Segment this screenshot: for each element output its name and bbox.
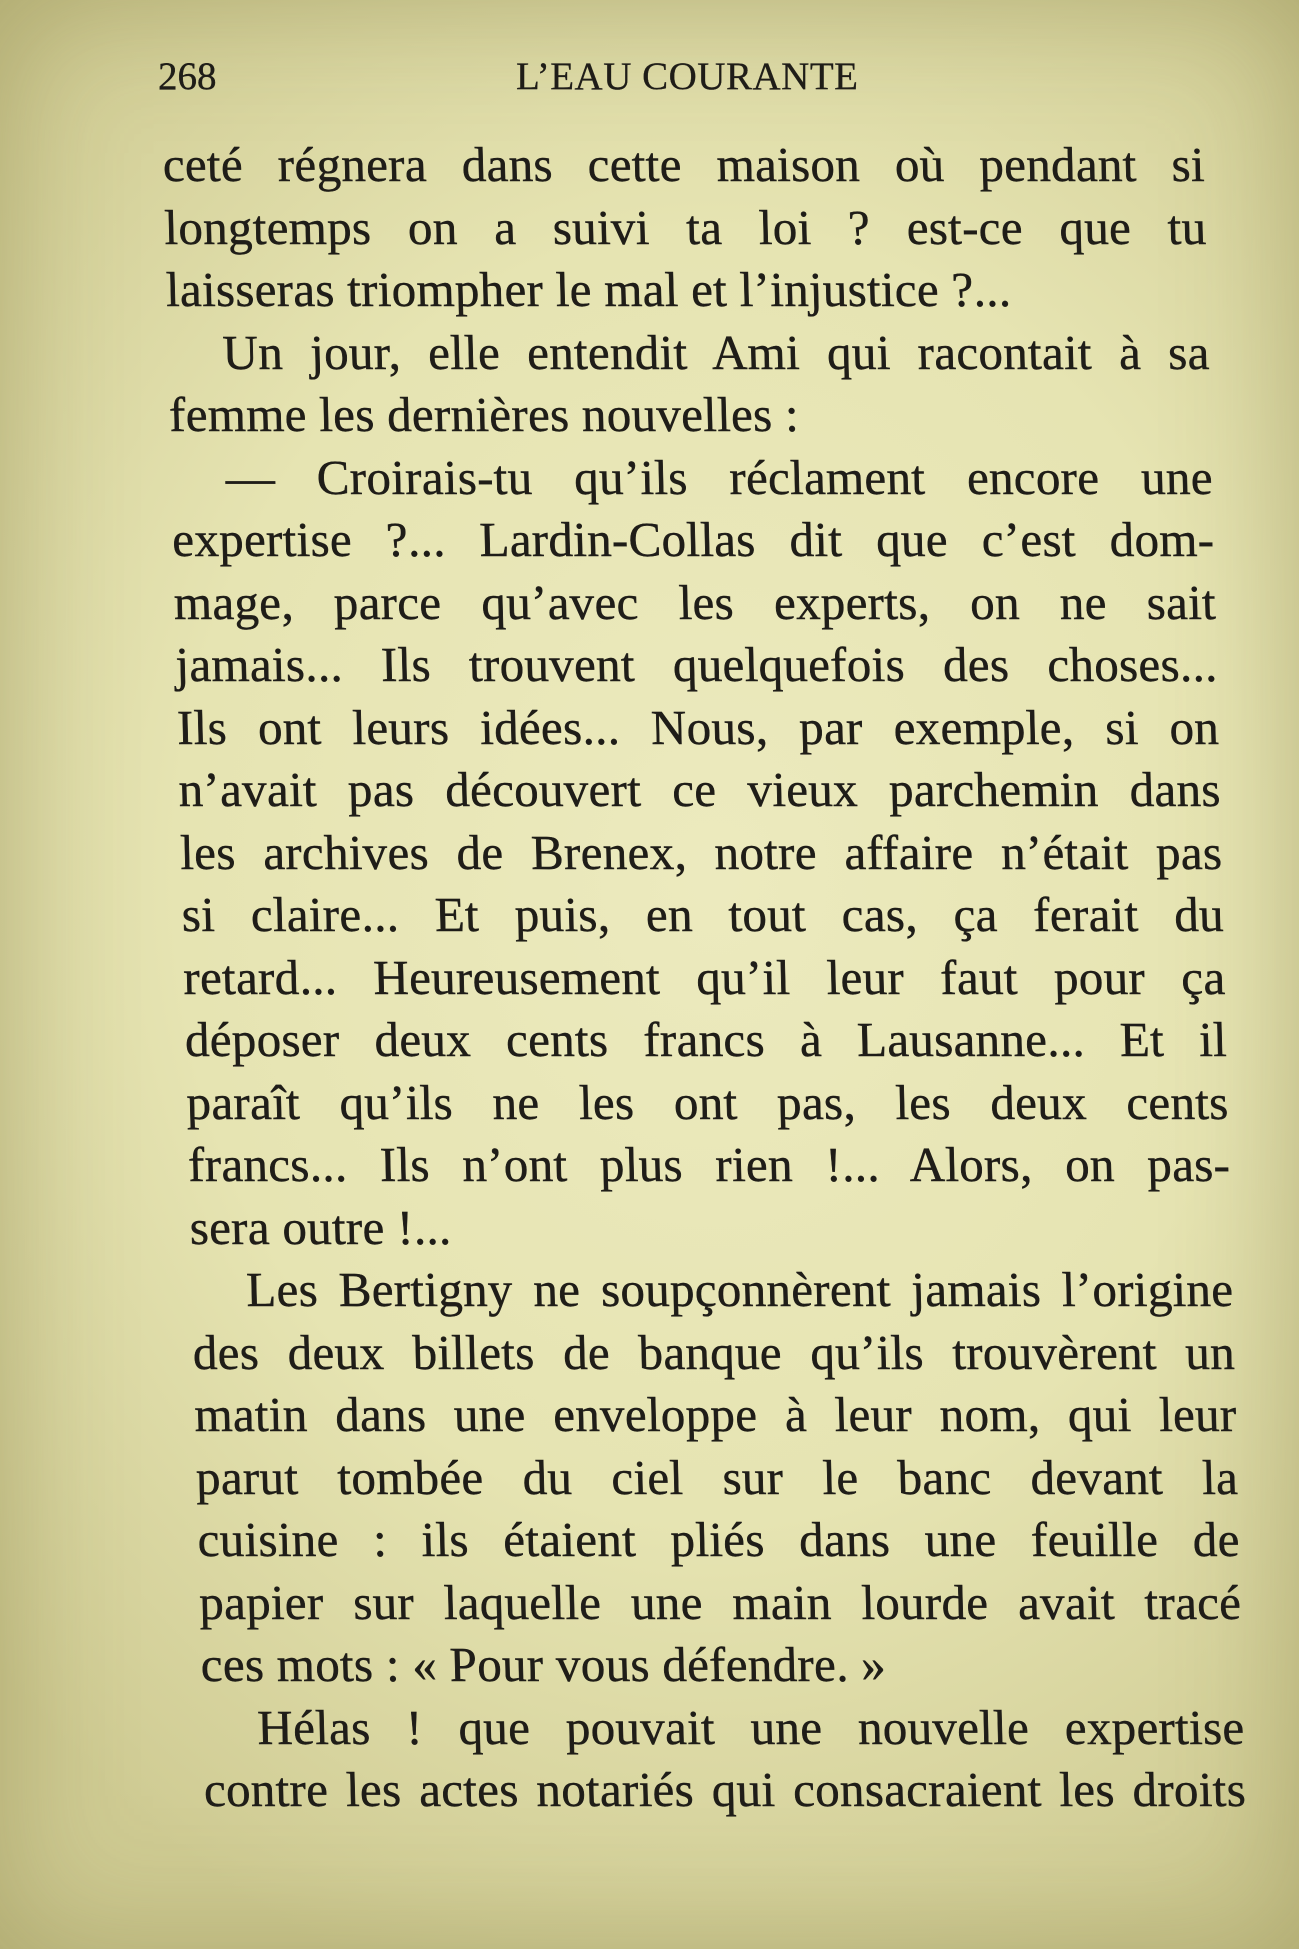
text-line: jamais... Ils trouvent quelquefois des choses...: [174, 637, 1219, 692]
text-line: mage, parce qu’avec les experts, on ne sait: [173, 574, 1217, 630]
text-line: ceté régnera dans cette maison où pendant si: [162, 137, 1206, 192]
text-line: Hélas ! que pouvait une nouvelle expertise: [256, 1699, 1246, 1755]
text-line: si claire... Et puis, en tout cas, ça ferait du: [181, 887, 1225, 942]
text-line: papier sur laquelle une main lourde avait tracé: [198, 1574, 1242, 1630]
text-line: cuisine : ils étaient pliés dans une feuille de: [196, 1512, 1241, 1567]
text-line: Un jour, elle entendit Ami qui racontait à sa: [221, 324, 1211, 380]
text-line: retard... Heureusement qu’il leur faut pour ça: [182, 949, 1227, 1005]
paragraph: [162, 134, 1209, 322]
text-line: les archives de Brenex, notre affaire n’était pas: [179, 824, 1223, 880]
text-line: contre les actes notariés qui consacraient les droits: [203, 1762, 1247, 1817]
text-line: sera outre !...: [188, 1199, 453, 1255]
text-line: parut tombée du ciel sur le banc devant la: [195, 1449, 1239, 1505]
running-title: L’EAU COURANTE: [516, 55, 859, 98]
text-line: déposer deux cents francs à Lausanne... Et il: [184, 1012, 1228, 1067]
paragraph: [190, 1259, 1243, 1697]
running-header: [0, 52, 1299, 102]
paragraph: [170, 447, 1233, 1260]
text-line: — Croirais-tu qu’ils réclament encore une: [224, 449, 1214, 505]
text-line: n’avait pas découvert ce vieux parchemin dans: [177, 762, 1222, 817]
text-line: paraît qu’ils ne les ont pas, les deux cents: [185, 1074, 1230, 1130]
text-line: Les Bertigny ne soupçonnèrent jamais l’origine: [245, 1262, 1234, 1317]
text-line: femme les dernières nouvelles :: [168, 387, 800, 442]
text-line: francs... Ils n’ont plus rien !... Alors, on pas-: [187, 1137, 1231, 1192]
text-line: ces mots : « Pour vous défendre. »: [200, 1637, 887, 1692]
text-line: expertise ?... Lardin-Collas dit que c’est dom-: [171, 512, 1215, 567]
body-text: [162, 134, 1247, 1822]
text-line: laisseras triompher le mal et l’injustice ?...: [165, 262, 1012, 317]
paragraph: [202, 1697, 1247, 1822]
text-line: longtemps on a suivi ta loi ? est-ce que tu: [163, 199, 1208, 255]
text-line: des deux billets de banque qu’ils trouvèrent un: [192, 1324, 1236, 1380]
text-line: matin dans une enveloppe à leur nom, qui leur: [193, 1387, 1238, 1442]
paragraph: [167, 322, 1212, 447]
page-number: 268: [158, 55, 217, 98]
text-line: Ils ont leurs idées... Nous, par exemple, si on: [176, 699, 1220, 755]
